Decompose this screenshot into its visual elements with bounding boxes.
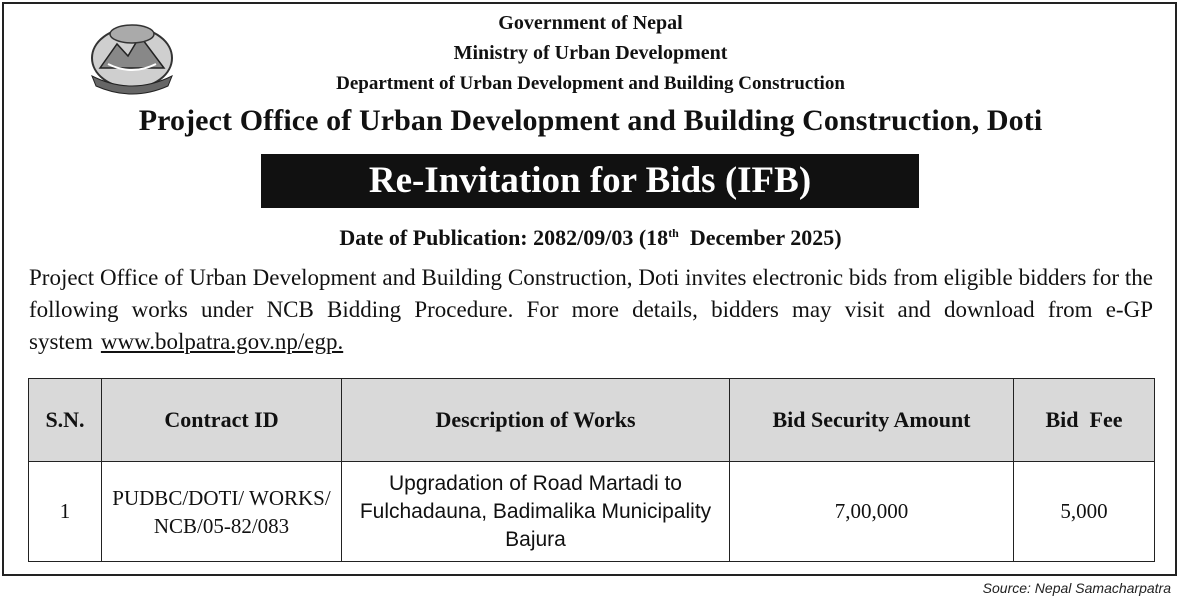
cell-description: Upgradation of Road Martadi to Fulchadauna, Badimalika Municipality Bajura <box>342 462 730 562</box>
cell-contract-id: PUDBC/DOTI/ WORKS/ NCB/05-82/083 <box>102 462 342 562</box>
header-bid-fee: Bid Fee <box>1014 379 1155 462</box>
header-bid-security: Bid Security Amount <box>730 379 1014 462</box>
office-heading: Project Office of Urban Development and Building Construction, Doti <box>138 104 1043 137</box>
source-credit: Source: Nepal Samacharpatra <box>982 580 1171 596</box>
notice-paragraph <box>29 262 1153 358</box>
government-heading: Government of Nepal <box>498 12 683 34</box>
header-description: Description of Works <box>342 379 730 462</box>
notice-text: Project Office of Urban Development and Building Construction, Doti invites electronic bids from eligible bidders for the following works under NCB Bidding Procedure. For more details, bidders may visit and download from e-GP system <box>29 265 1153 354</box>
cell-bid-security: 7,00,000 <box>730 462 1014 562</box>
publication-date-superscript: th <box>668 226 679 240</box>
table-row <box>29 462 1155 562</box>
table-header-row <box>29 379 1155 462</box>
cell-bid-fee: 5,000 <box>1014 462 1155 562</box>
publication-date-suffix: December 2025) <box>678 225 842 250</box>
department-heading: Department of Urban Development and Building Construction <box>336 73 845 94</box>
publication-date <box>0 225 1181 251</box>
ministry-heading: Ministry of Urban Development <box>453 42 728 64</box>
cell-sn: 1 <box>29 462 102 562</box>
header-contract-id: Contract ID <box>102 379 342 462</box>
ifb-banner: Re-Invitation for Bids (IFB) <box>261 154 919 208</box>
egp-link[interactable]: www.bolpatra.gov.np/egp. <box>100 329 344 354</box>
bids-table <box>28 378 1155 562</box>
header-sn: S.N. <box>29 379 102 462</box>
publication-date-prefix: Date of Publication: 2082/09/03 (18 <box>339 225 669 250</box>
